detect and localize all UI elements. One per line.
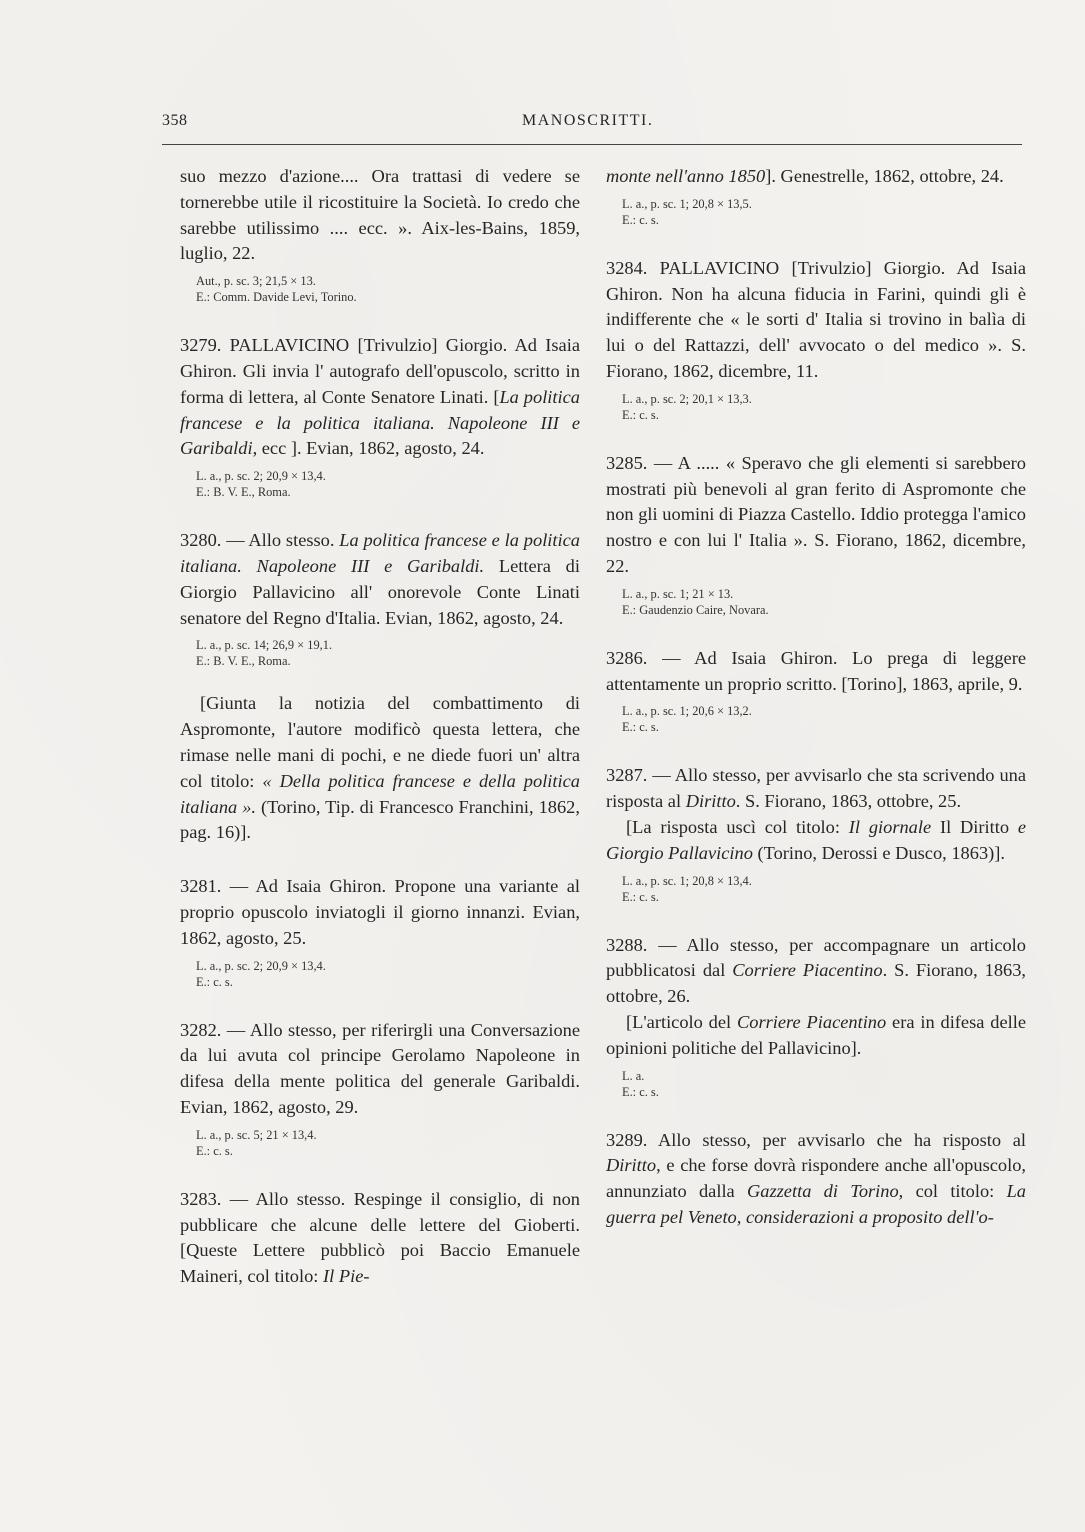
entry-3281 xyxy=(180,874,580,989)
entry-text xyxy=(606,164,1026,190)
entry-text-part: (Torino, Derossi e Dusco, 1863)]. xyxy=(752,842,1005,863)
entry-text xyxy=(606,933,1026,1010)
entry-title-italic: Corriere Piacentino xyxy=(737,1011,887,1032)
note-description: L. a., p. sc. 1; 20,6 × 13,2. xyxy=(622,704,752,719)
note-description: L. a., p. sc. 2; 20,9 × 13,4. xyxy=(196,469,326,484)
entry-title-italic: monte nell'anno 1850 xyxy=(606,166,766,186)
entry-text: 3285. — A ..... « Speravo che gli elementi si sarebbero mostrati più benevoli al gran ferito di Aspromonte che non gli uomini di Piazza Castello. Iddio protegga l'amico nostro e con lui l' Italia ». S. Fiorano, 1862, dicembre, 22. xyxy=(606,452,1026,576)
entry-text: 3286. — Ad Isaia Ghiron. Lo prega di leggere attentamente un proprio scritto. [Torino], 1863, aprile, 9. xyxy=(606,647,1026,694)
entry-text: 3281. — Ad Isaia Ghiron. Propone una variante al proprio opuscolo inviatogli il giorno innanzi. Evian, 1862, agosto, 25. xyxy=(180,876,580,948)
entry-notes xyxy=(196,273,580,305)
page-number: 358 xyxy=(162,112,188,129)
entry-text-part: Lettera di Giorgio Pallavicino all' onorevole Conte Linati senatore del Regno d'Italia. Evian, 1862, agosto, 24. xyxy=(180,555,580,628)
entry-text-part: 3289. Allo stesso, per avvisarlo che ha risposto al xyxy=(606,1129,1026,1150)
entry-title-italic: Il Pie- xyxy=(323,1266,370,1287)
note-location: E.: B. V. E., Roma. xyxy=(196,654,291,669)
left-column xyxy=(180,164,580,1290)
entry-text xyxy=(606,763,1026,815)
entry-title-italic: La guerra pel Veneto, considerazioni a proposito dell'o- xyxy=(606,1181,1026,1227)
note-description: L. a., p. sc. 14; 26,9 × 19,1. xyxy=(196,638,333,653)
entry-text-part: [L'articolo del xyxy=(626,1011,737,1032)
entry-title-italic: Diritto xyxy=(685,791,736,812)
entry-notes xyxy=(622,196,1026,228)
entry-title-italic: Corriere Piacentino xyxy=(732,960,883,981)
entry-3285 xyxy=(606,451,1026,618)
note-location: E.: c. s. xyxy=(622,1084,659,1099)
entry-text: suo mezzo d'azione.... Ora trattasi di vedere se tornerebbe utile il ricostituire la Società. Io credo che sarebbe utilissimo .... ecc. ». Aix-les-Bains, 1859, luglio, 22. xyxy=(180,166,580,264)
note-location: E.: c. s. xyxy=(196,1143,233,1158)
note-location: E.: Gaudenzio Caire, Novara. xyxy=(622,602,769,617)
entry-text-part: (Torino, Tip. di Francesco Franchini, 1862, pag. 16)]. xyxy=(180,796,580,843)
entry-3287 xyxy=(606,763,1026,904)
note-location: E.: c. s. xyxy=(622,212,659,227)
entry-text-part: Il Diritto xyxy=(931,816,1018,837)
entry-comment xyxy=(606,1010,1026,1062)
entry-notes xyxy=(622,586,1026,618)
note-location: E.: c. s. xyxy=(622,407,659,422)
entry-notes xyxy=(196,1127,580,1159)
entry-notes xyxy=(196,468,580,500)
entry-text-part: 3288. — Allo stesso, per accompagnare un articolo pubblicatosi dal xyxy=(606,934,1026,981)
entry-3283 xyxy=(180,1187,580,1290)
entry-title-italic: Il giornale xyxy=(848,816,932,837)
entry-text-part: [Giunta la notizia del combattimento di Aspromonte, l'autore modificò questa lettera, che rimase nelle mani di pochi, e ne diede fuori un' altra col titolo: xyxy=(180,693,580,791)
note-description: L. a., p. sc. 5; 21 × 13,4. xyxy=(196,1127,317,1142)
entry-text xyxy=(180,528,580,631)
entry-text xyxy=(606,1128,1026,1231)
right-column xyxy=(606,164,1026,1231)
note-location: E.: c. s. xyxy=(196,974,233,989)
entry-3284 xyxy=(606,256,1026,423)
note-description: Aut., p. sc. 3; 21,5 × 13. xyxy=(196,274,316,289)
entry-3282 xyxy=(180,1018,580,1159)
note-description: L. a., p. sc. 1; 20,8 × 13,4. xyxy=(622,873,752,888)
entry-text-part: 3279. PALLAVICINO [Trivulzio] Giorgio. Ad Isaia Ghiron. Gli invia l' autografo dell'opuscolo, scritto in forma di lettera, al Conte Senatore Linati. [ xyxy=(180,335,580,407)
entry-notes xyxy=(622,1068,1026,1100)
entry-notes xyxy=(622,873,1026,905)
entry-continuation-right xyxy=(606,164,1026,228)
entry-title-italic: La politica francese e la politica italiana. Napoleone III e Garibaldi. xyxy=(180,530,580,576)
entry-text-part: [La risposta uscì col titolo: xyxy=(626,816,849,837)
entry-notes xyxy=(622,703,1026,735)
entry-text-part: , e che forse dovrà rispondere anche all'opuscolo, annunziato dalla xyxy=(606,1155,1026,1202)
entry-title-italic: La politica francese e la politica italiana. Napoleone III e Garibaldi xyxy=(180,386,580,459)
entry-text-part: 3287. — Allo stesso, per avvisarlo che sta scrivendo una risposta al xyxy=(606,765,1026,812)
entry-3279 xyxy=(180,333,580,500)
note-description: L. a., p. sc. 1; 20,8 × 13,5. xyxy=(622,196,752,211)
note-description: L. a. xyxy=(622,1068,645,1083)
entry-text xyxy=(180,333,580,462)
entry-3288 xyxy=(606,933,1026,1100)
entry-3289 xyxy=(606,1128,1026,1231)
note-description: L. a., p. sc. 2; 20,1 × 13,3. xyxy=(622,391,752,406)
note-description: L. a., p. sc. 2; 20,9 × 13,4. xyxy=(196,958,326,973)
entry-notes xyxy=(196,958,580,990)
entry-title-italic: e Giorgio Pallavicino xyxy=(606,816,1026,863)
entry-text-part: era in difesa delle opinioni politiche del Pallavicino]. xyxy=(606,1011,1026,1058)
note-location: E.: c. s. xyxy=(622,889,659,904)
entry-3280 xyxy=(180,528,580,669)
note-description: L. a., p. sc. 1; 21 × 13. xyxy=(622,586,734,601)
entry-3280-comment xyxy=(180,691,580,846)
entry-comment xyxy=(606,815,1026,867)
entry-text-part: , ecc ]. Evian, 1862, agosto, 24. xyxy=(252,438,485,459)
header-rule xyxy=(162,144,1022,145)
note-location: E.: c. s. xyxy=(622,720,659,735)
entry-text: 3284. PALLAVICINO [Trivulzio] Giorgio. Ad Isaia Ghiron. Non ha alcuna fiducia in Farini, quindi gli è indifferente che « le sorti d' Italia si trovino in balìa di lui o del Rattazzi, dell' avvocato o del medico ». S. Fiorano, 1862, dicembre, 11. xyxy=(606,257,1026,381)
entry-text-part: 3280. — Allo stesso. xyxy=(180,530,340,551)
entry-title-italic: Gazzetta di Torino xyxy=(747,1181,899,1202)
entry-3286 xyxy=(606,646,1026,736)
entry-notes xyxy=(196,637,580,669)
entry-continuation-left xyxy=(180,164,580,305)
entry-notes xyxy=(622,391,1026,423)
entry-text: 3282. — Allo stesso, per riferirgli una Conversazione da lui avuta col principe Gerolamo Napoleone in difesa della mente politica del generale Garibaldi. Evian, 1862, agosto, 29. xyxy=(180,1019,580,1117)
running-title: MANOSCRITTI. xyxy=(522,112,654,129)
entry-text xyxy=(180,691,580,846)
entry-title-italic: Diritto xyxy=(606,1155,657,1176)
entry-text-part: , col titolo: xyxy=(898,1181,1007,1202)
entry-text-part: 3283. — Allo stesso. Respinge il consiglio, di non pubblicare che alcune delle lettere del Gioberti. [Queste Lettere pubblicò poi Baccio Emanuele Maineri, col titolo: xyxy=(180,1188,580,1287)
entry-title-italic: « Della politica francese e della politica italiana ». xyxy=(180,770,580,817)
note-location: E.: Comm. Davide Levi, Torino. xyxy=(196,290,357,305)
entry-text-part: . S. Fiorano, 1863, ottobre, 25. xyxy=(735,791,962,812)
entry-text-part: ]. Genestrelle, 1862, ottobre, 24. xyxy=(765,166,1004,186)
page-header xyxy=(162,112,1022,136)
note-location: E.: B. V. E., Roma. xyxy=(196,485,291,500)
entry-text-part: . S. Fiorano, 1863, ottobre, 26. xyxy=(606,960,1027,1007)
entry-text xyxy=(180,1187,580,1290)
